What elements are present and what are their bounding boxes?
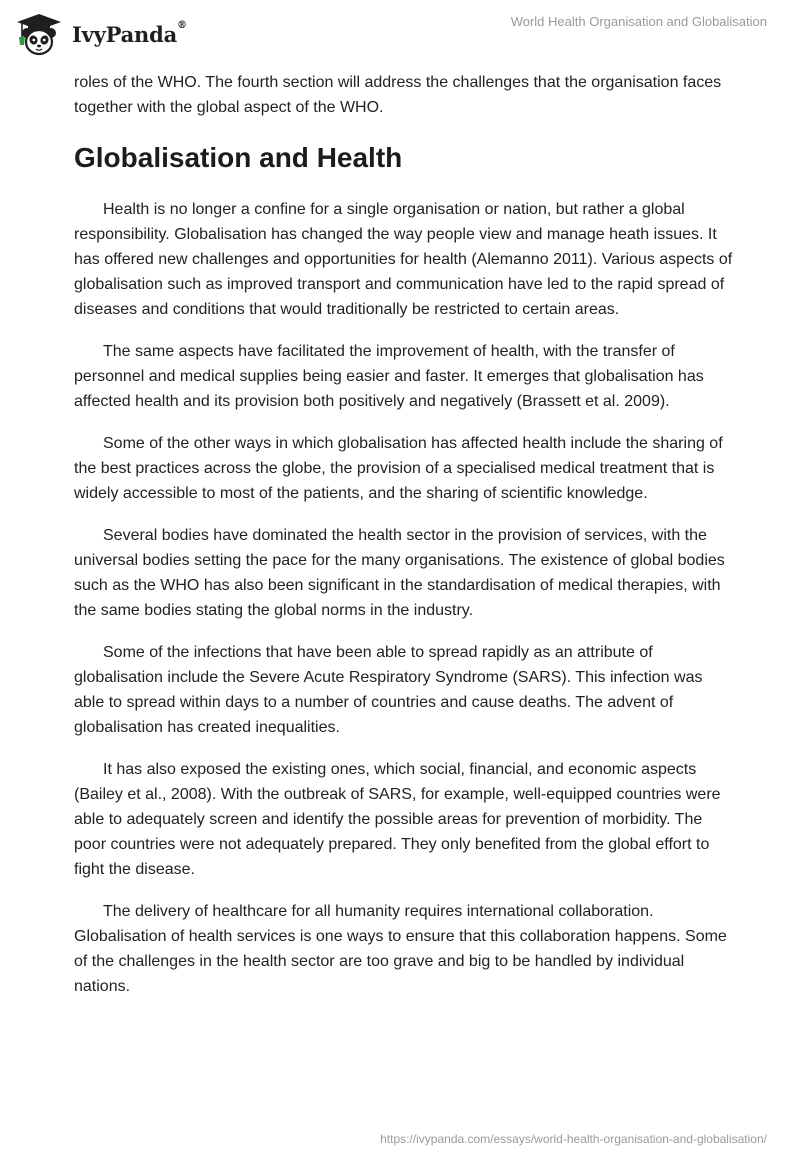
panda-graduate-icon [14, 11, 64, 57]
section-heading: Globalisation and Health [74, 142, 403, 173]
body-paragraph: Several bodies have dominated the health sector in the provision of services, with the universal bodies setting the pace for the many organisations. The existence of global bodies such as the WHO has also been significant in the standardisation of medical therapies, with the same bodies stating the global norms in the industry. [74, 527, 725, 619]
body-paragraph: It has also exposed the existing ones, which social, financial, and economic aspects (Bailey et al., 2008). With the outbreak of SARS, for example, well-equipped countries were able to adequately screen and identify the possible areas for prevention of morbidity. The poor countries were not adequately prepared. They only benefited from the global effort to fight the disease. [74, 761, 721, 878]
body-paragraph: Some of the other ways in which globalisation has affected health include the sharing of the best practices across the globe, the provision of a specialised medical treatment that is widely accessible to most of the patients, and the sharing of scientific knowledge. [74, 435, 723, 502]
body-paragraph: Health is no longer a confine for a single organisation or nation, but rather a global responsibility. Globalisation has changed the way people view and manage heath issues. It has offered new challenges and opportunities for health (Alemanno 2011). Various aspects of globalisation such as improved transport and communication have led to the rapid spread of diseases and conditions that would traditionally be restricted to certain areas. [74, 201, 733, 318]
body-paragraph: The delivery of healthcare for all humanity requires international collaboration. Globalisation of health services is one ways to ensure that this collaboration happens. Some of the challenges in the health sector are too grave and big to be handled by individual nations. [74, 903, 727, 995]
source-url[interactable]: https://ivypanda.com/essays/world-health-organisation-and-globalisation/ [380, 1132, 767, 1146]
essay-body [74, 70, 734, 1016]
body-paragraph: The same aspects have facilitated the improvement of health, with the transfer of personnel and medical supplies being easier and faster. It emerges that globalisation has affected health and its provision both positively and negatively (Brassett et al. 2009). [74, 343, 704, 410]
body-paragraph: Some of the infections that have been able to spread rapidly as an attribute of globalisation include the Severe Acute Respiratory Syndrome (SARS). This infection was able to spread within days to a number of countries and cause deaths. The advent of globalisation has created inequalities. [74, 644, 703, 736]
intro-paragraph-fragment: roles of the WHO. The fourth section will address the challenges that the organisation faces together with the global aspect of the WHO. [74, 74, 722, 116]
brand-name: IvyPanda® [72, 19, 187, 47]
document-title: World Health Organisation and Globalisation [510, 14, 767, 29]
page-header [0, 0, 800, 70]
ivypanda-logo[interactable] [14, 8, 187, 60]
